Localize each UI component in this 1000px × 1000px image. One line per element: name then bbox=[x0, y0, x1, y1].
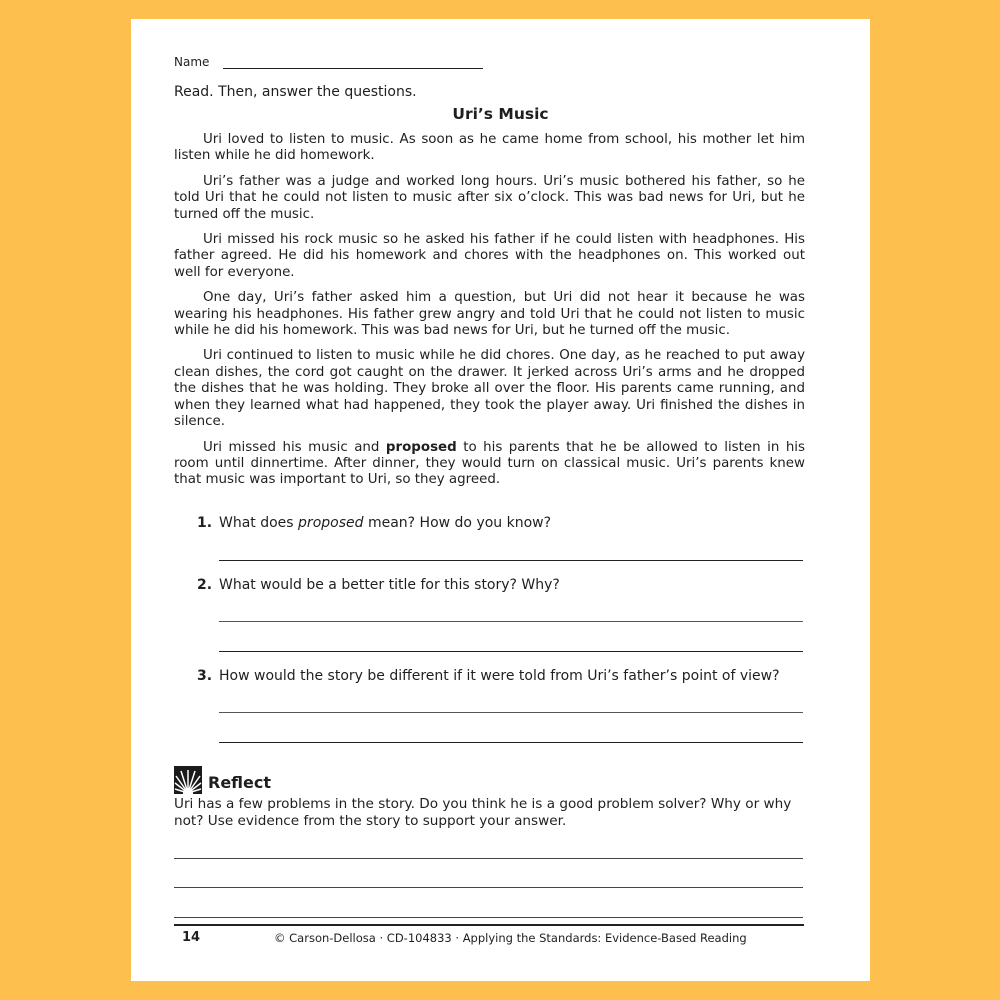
reflect-prompt: Uri has a few problems in the story. Do you think he is a good problem solver? Why or why not? Use evidence from the story to support your answer. bbox=[174, 796, 792, 829]
reflect-line-1[interactable] bbox=[174, 858, 803, 859]
story-text: to his parents that he be allowed to listen in his room until dinnertime. After dinner, they would turn on classical music. Uri’s parents knew that music was important to Uri, so they agreed. bbox=[174, 439, 806, 488]
story-title: Uri’s Music bbox=[452, 105, 549, 123]
story-paragraph bbox=[174, 440, 805, 489]
story-paragraph: One day, Uri’s father asked him a question, but Uri did not hear it because he was wearing his headphones. His father grew angry and told Uri that he could not listen to music while he did his homework. This was bad news for Uri, but he turned off the music. bbox=[174, 290, 805, 339]
footer-rule bbox=[174, 924, 804, 926]
reflect-title: Reflect bbox=[208, 772, 272, 792]
question-number: 1. bbox=[197, 515, 213, 531]
question-text: What does bbox=[219, 515, 299, 531]
answer-line-1a[interactable] bbox=[219, 560, 803, 561]
story-paragraph: Uri continued to listen to music while he did chores. One day, as he reached to put away clean dishes, the cord got caught on the drawer. It jerked across Uri’s arms and he dropped the dishes that he was holding. They broke all over the floor. His parents came running, and when they learned what had happened, they took the player away. Uri finished the dishes in silence. bbox=[174, 348, 805, 430]
footer-text: © Carson-Dellosa · CD-104833 · Applying the Standards: Evidence-Based Reading bbox=[274, 930, 747, 945]
story-body bbox=[174, 132, 805, 498]
name-label: Name bbox=[174, 55, 210, 69]
question-text: mean? How do you know? bbox=[363, 515, 552, 531]
page-number: 14 bbox=[182, 930, 201, 945]
question-number: 3. bbox=[197, 668, 213, 684]
sunburst-icon bbox=[174, 766, 202, 798]
question-1 bbox=[197, 515, 803, 531]
answer-line-3a[interactable] bbox=[219, 712, 803, 713]
story-text: Uri missed his music and bbox=[203, 439, 386, 455]
question-italic-word: proposed bbox=[298, 515, 364, 531]
name-row bbox=[174, 55, 483, 69]
answer-line-3b[interactable] bbox=[219, 742, 803, 743]
footer bbox=[174, 930, 804, 945]
instructions: Read. Then, answer the questions. bbox=[174, 84, 417, 100]
question-text: What would be a better title for this story? Why? bbox=[219, 577, 560, 593]
question-text: How would the story be different if it were told from Uri’s father’s point of view? bbox=[219, 668, 780, 684]
question-number: 2. bbox=[197, 577, 213, 593]
story-paragraph: Uri loved to listen to music. As soon as he came home from school, his mother let him listen while he did homework. bbox=[174, 132, 805, 164]
vocab-word: proposed bbox=[385, 439, 457, 455]
name-line bbox=[223, 59, 483, 69]
reflect-header bbox=[174, 766, 271, 798]
worksheet-page bbox=[131, 19, 870, 981]
answer-line-2b[interactable] bbox=[219, 651, 803, 652]
story-paragraph: Uri’s father was a judge and worked long hours. Uri’s music bothered his father, so he told Uri that he could not listen to music after six o’clock. This was bad news for Uri, but he turned off the music. bbox=[174, 173, 805, 222]
story-paragraph: Uri missed his rock music so he asked his father if he could listen with headphones. His father agreed. He did his homework and chores with the headphones on. This worked out well for everyone. bbox=[174, 232, 805, 280]
reflect-line-3[interactable] bbox=[174, 917, 803, 918]
reflect-line-2[interactable] bbox=[174, 887, 803, 888]
question-2 bbox=[197, 577, 803, 593]
question-3 bbox=[197, 668, 803, 684]
answer-line-2a[interactable] bbox=[219, 621, 803, 622]
